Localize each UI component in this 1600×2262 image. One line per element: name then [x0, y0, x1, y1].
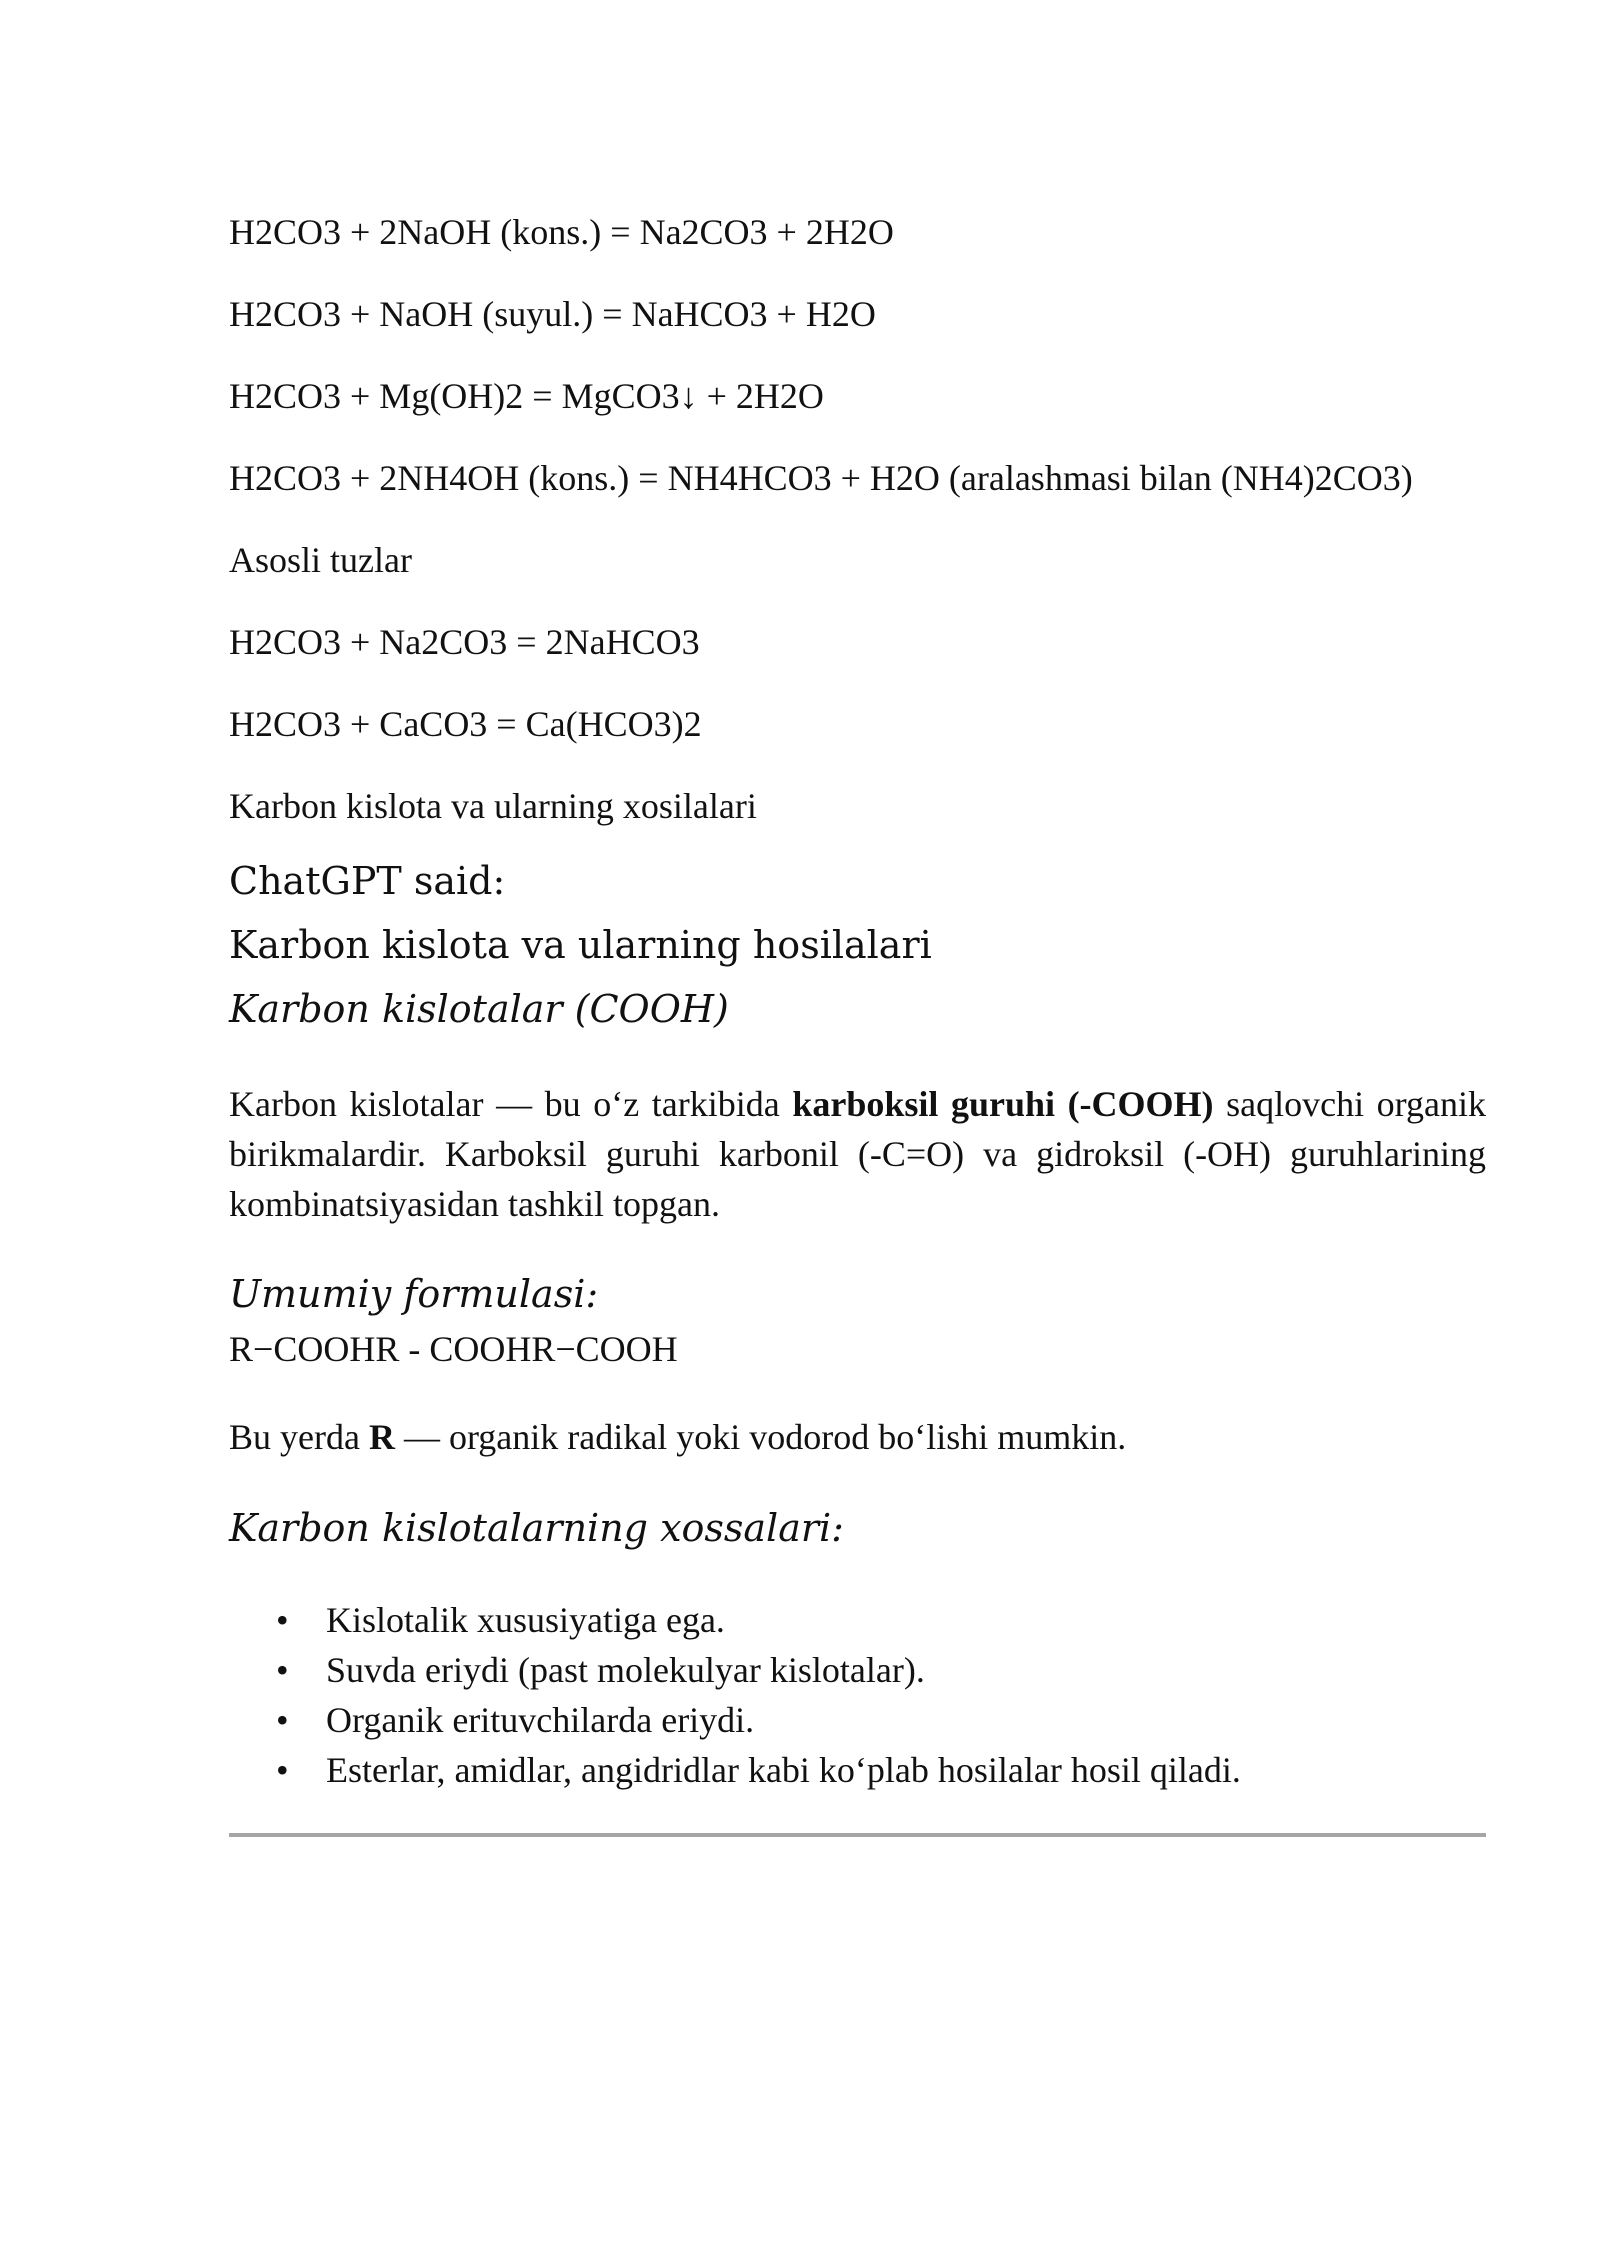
basic-salts-label: Asosli tuzlar — [229, 540, 412, 580]
user-prompt: Karbon kislota va ularning xosilalari — [229, 786, 757, 826]
property-text: Organik erituvchilarda eriydi. — [326, 1700, 755, 1740]
bullet-glyph: • — [276, 1650, 289, 1690]
basic-salt-reaction-1: H2CO3 + Na2CO3 = 2NaHCO3 — [229, 622, 700, 662]
r-note-after: — organik radikal yoki vodorod bo‘lishi mumkin. — [394, 1417, 1127, 1457]
response-title: Karbon kislota va ularning hosilalari — [229, 923, 932, 967]
bullet-glyph: • — [276, 1700, 289, 1740]
speaker-label: ChatGPT said: — [229, 859, 506, 903]
response-subtitle: Karbon kislotalar (COOH) — [229, 987, 729, 1031]
r-note-bold: R — [368, 1417, 395, 1457]
list-item — [229, 1645, 1241, 1695]
list-item — [229, 1745, 1241, 1795]
bullet-glyph: • — [276, 1750, 289, 1790]
intro-text-after: saqlovchi organik birikmalardir. Karboksil guruhi karbonil (-C=O) va gidroksil (-OH) guruhlarining kombinatsiyasidan tashkil topgan. — [229, 1084, 1486, 1224]
list-item — [229, 1695, 1241, 1745]
properties-heading: Karbon kislotalarning xossalari: — [229, 1506, 844, 1550]
property-text: Kislotalik xususiyatiga ega. — [326, 1600, 725, 1640]
intro-paragraph — [229, 1079, 1486, 1229]
list-item — [229, 1595, 1241, 1645]
formula-heading: Umumiy formulasi: — [229, 1272, 599, 1316]
reaction-line-2: H2CO3 + NaOH (suyul.) = NaHCO3 + H2O — [229, 294, 876, 334]
basic-salt-reaction-2: H2CO3 + CaCO3 = Ca(HCO3)2 — [229, 704, 702, 744]
horizontal-divider — [229, 1833, 1486, 1837]
property-text: Suvda eriydi (past molekulyar kislotalar). — [326, 1650, 925, 1690]
property-text: Esterlar, amidlar, angidridlar kabi ko‘plab hosilalar hosil qiladi. — [326, 1750, 1241, 1790]
intro-text-bold: karboksil guruhi (-COOH) — [792, 1084, 1214, 1124]
properties-list — [229, 1595, 1241, 1795]
reaction-line-4: H2CO3 + 2NH4OH (kons.) = NH4HCO3 + H2O (aralashmasi bilan (NH4)2CO3) — [229, 458, 1413, 498]
reaction-line-3: H2CO3 + Mg(OH)2 = MgCO3↓ + 2H2O — [229, 376, 824, 416]
intro-text-before: Karbon kislotalar — bu o‘z tarkibida — [229, 1084, 793, 1124]
bullet-glyph: • — [276, 1600, 289, 1640]
reaction-line-1: H2CO3 + 2NaOH (kons.) = Na2CO3 + 2H2O — [229, 212, 894, 252]
r-note-before: Bu yerda — [229, 1417, 369, 1457]
r-note — [229, 1415, 1126, 1459]
general-formula: R−COOHR - COOHR−COOH — [229, 1329, 678, 1369]
